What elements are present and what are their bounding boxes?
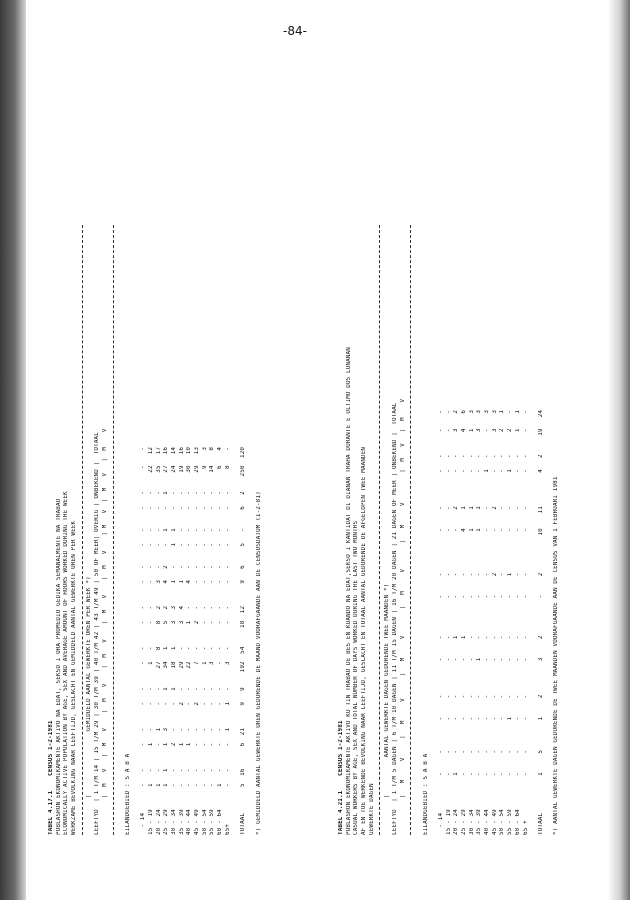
table-line: - 14 - - - - - - - - - - - - - - - - - - (140, 446, 147, 835)
table-4-17-1 (48, 55, 263, 835)
table-rule (407, 55, 415, 835)
table-line: CASUAL WORKERS BY AGE, SEX AND TOTAL NUMBER OF DAYS WORKED DURING THE LAST TWO MONTHS (353, 520, 360, 835)
table-caption: TABEL 4.17.1 CENSUS 1-2-1981 (48, 720, 54, 835)
table-line: 55 - 59 - - - - - - 3 - - - - - - - - - 14 8 (209, 446, 216, 835)
table-line: | AANTAL GEWERKTE DAGEN GEDURENDE TWEE MAANDEN *) (384, 583, 391, 835)
table-line: 35 - 39 - - - - 1 - - - 1 1 - - 3 3 (476, 409, 483, 835)
table-spacer (546, 55, 554, 835)
table-line: 30 - 34 - - 2 - - 1 18 1 3 3 1 - 1 1 - - 24 14 (171, 446, 177, 835)
table-line: | M V | M V | M V | M V | M V | M V | M V (399, 398, 406, 835)
page-edge-shadow (608, 0, 630, 900)
table-line: 60 - 64 1 - - - - - - - - - - - - - - - 6 4 (217, 446, 224, 835)
table-rule (376, 55, 384, 835)
table-line: *) AANTAL GEWERKTE DAGEN GEDURENDE DE TWEE MAANDEN VOORAFGAANDE AAN DE CENSUS VAN 1 FEBRUARI 1981 (553, 476, 560, 835)
table-line: WERKZAME BEVOLKING NAAR LEEFTIJD, GESLACHT EN GEMIDDELD AANTAL GEWERKTE UREN PER WEEK (71, 520, 78, 835)
table-spacer (530, 55, 538, 835)
table-line: ECONOMICALLY ACTIVE POPULATION BY AGE, SEX AND AVERAGE AMOUNT OF HOURS WORKED DURING THE WEEK (63, 491, 70, 835)
table-line: - 14 - - - - - - - - - - - - - - (437, 409, 444, 835)
table-line: AF EN TOE WERKENDE BEVOLKING NAAR LEEFTIJD, GESLACHT EN TOTAAL AANTAL GEDURENDE DE AFGELOPEN TWEE MAANDEN (361, 446, 368, 835)
table-rule (79, 55, 87, 835)
table-line: EILANDGEBIED : S A B A (124, 753, 131, 835)
table-spacer (415, 55, 423, 835)
table-line: POBLASHON EKONOMIKAMENTE AKTIVO NA EDAT, SEKSO I ORA PROMEDIO GEDIKA SEMANALMENTE NA TRABAO (55, 498, 62, 835)
table-line: | M V | M V | M V | M V | M V | M V | M V | M V | M V (101, 428, 108, 835)
table-line: 20 - 24 1 - - 1 - - 27 8 8 2 3 - - - - - 35 17 (155, 446, 162, 835)
table-rule (110, 55, 118, 835)
table-line: 40 - 44 - - - - - - - - - - 1 - - 3 (484, 409, 491, 835)
table-spacer (248, 55, 256, 835)
table-line: 30 - 34 - - - - - - - - 1 1 - - 1 3 (468, 409, 475, 835)
table-line: 25 - 29 - - - - - 1 - - 4 1 - - 4 6 (461, 409, 467, 835)
table-line: LEEFTYD | 1 T/M 5 DAGEN | 6 T/M 10 DAGEN | 11 T/M 15 DAGEN | 16 T/M 20 DAGEN | 21 DAGEN OF MEER | ONBEKEND | TOTAAL (391, 402, 398, 835)
table-line: GEWERKTE DAGEN (368, 783, 375, 835)
table-spacer (133, 55, 141, 835)
table-spacer (430, 55, 438, 835)
table-line: POBLASHON EKONOMIKAMENTE AKTIVO KU TIN TRABAO DE BES EN KUANDO NA EDAT,SEKSO I KANTIDAT DI DIANAN TRAHA DURANTE E ULTIMO DOS LUNANAN (345, 347, 352, 835)
table-line: 65+ - - - 1 1 - 3 - - - - - - - - - 8 - (224, 446, 231, 835)
table-line: | GEMIDDELD AANTAL GEWERKTE UREN PER WEEK *) (86, 576, 93, 835)
table-line: 20 - 24 1 - - - - 1 - - - 2 - - 3 2 (453, 409, 460, 835)
table-spacer (233, 55, 241, 835)
table-line: 65 + - - - - - - - - - - - - - - (522, 409, 529, 835)
table-line: 50 - 54 - - - - - - 1 - - - - - - - - - 9 3 (201, 446, 208, 835)
table-line: 15 - 19 1 - 1 - - - 1 - - - - - - - - - 22 12 (147, 446, 154, 835)
table-line: 25 - 29 1 1 1 3 - 1 34 1 5 2 4 2 - 1 - 1 27 16 (163, 446, 170, 835)
table-line: 50 - 54 - - - - - - - - - - - - 2 1 (499, 409, 506, 835)
table-line: TOTAAL 5 16 6 21 9 9 192 54 18 12 9 6 5 - 6 2 250 120 (240, 446, 247, 835)
table-line: 45 - 49 - - - - 2 - 7 - 2 - - - - - - - 29 13 (194, 446, 201, 835)
table-line: 40 - 44 - - 1 - - - 22 - 1 - 4 - - - - - 30 10 (186, 446, 193, 835)
table-line: TOTAAL 1 5 1 2 3 2 - 2 10 11 4 2 19 24 (537, 409, 544, 835)
table-line: 15 - 19 - - - - - - - - - - - - - - (445, 409, 452, 835)
table-caption: TABEL 4.21.1 CENSUS 1-2-1981 (338, 720, 344, 835)
table-line: LEEFTYD | 1 T/M 14 | 15 T/M 29 | 30 T/M 39 | 40 T/M 42 | 43 T/M 49 | 50 OF MEER| OVERIG | ONBEKEND | TOTAAL (94, 432, 101, 835)
table-spacer (117, 55, 125, 835)
table-line: 55 - 59 - - 1 - - - - 1 - - 1 - 2 - (507, 409, 514, 835)
page-number: -84- (283, 24, 307, 38)
table-line: 60 - 64 - - - - - - - - - - - - 1 1 (514, 409, 521, 835)
table-line: *) GEMIDDELD AANTAL GEWERKTE UREN GEDURENDE DE MAAND VOORAFGAANDE AAN DE CENSUSDATUM (1-2-81) (255, 491, 262, 835)
table-4-21-1 (338, 55, 561, 835)
book-binding-shadow (0, 0, 26, 900)
table-line: EILANDGEBIED : S A B A (422, 753, 429, 835)
table-line: 35 - 39 - - 1 - 2 - 29 - 3 4 1 - - - - - 19 16 (178, 446, 185, 835)
table-line: 45 - 49 - - - - - - - 2 - 2 - - 3 3 (491, 409, 498, 835)
